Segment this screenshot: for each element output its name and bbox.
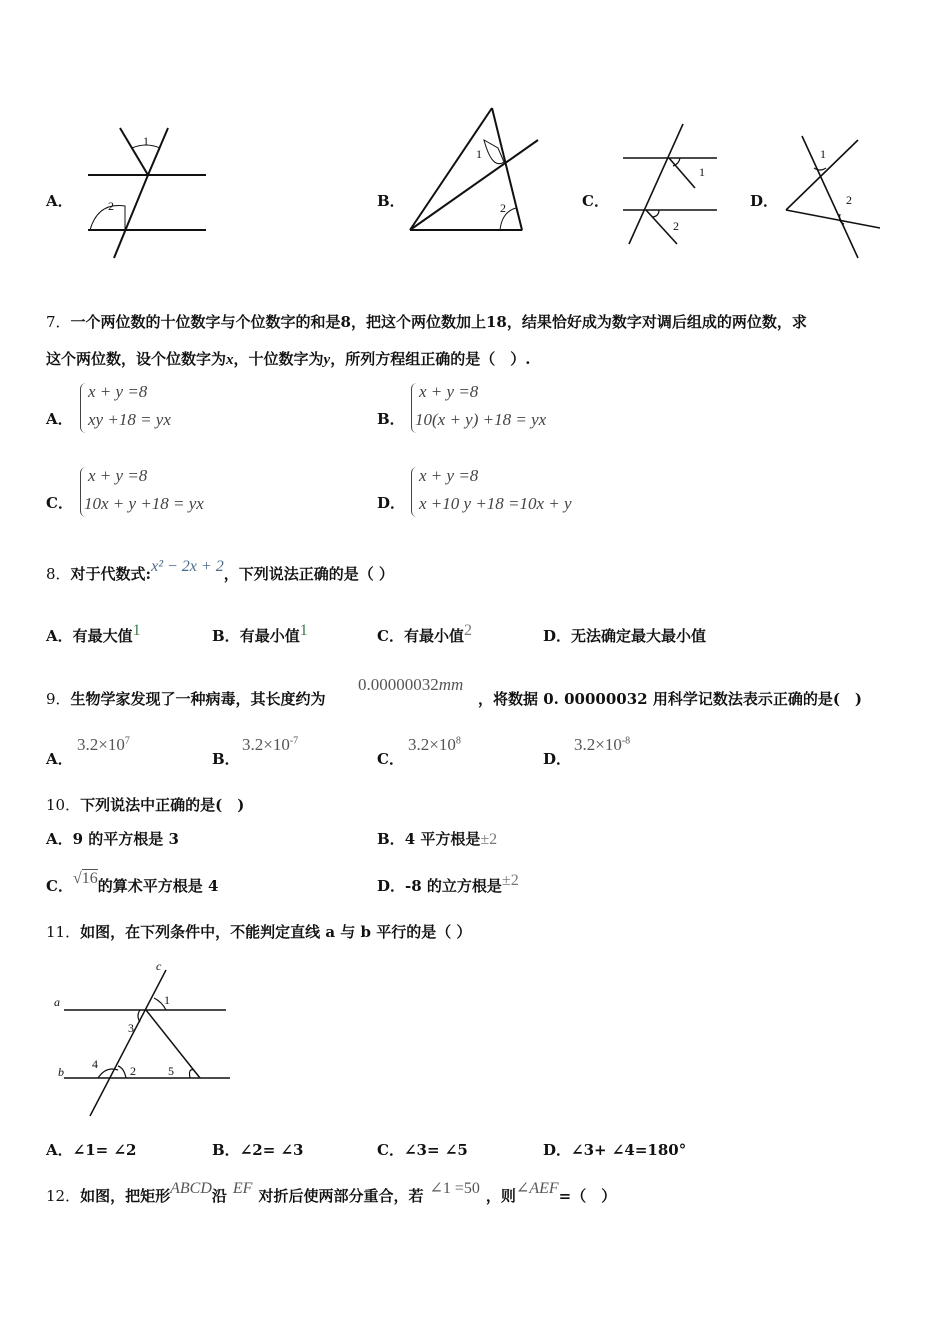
q8-number: 8． <box>46 565 71 583</box>
q11-label-a: a <box>54 995 60 1009</box>
q8-stem <box>46 558 394 584</box>
q9-text: 生物学家发现了一种病毒，其长度约为 <box>70 690 326 708</box>
q9-option-b-label[interactable]: B． <box>212 750 240 768</box>
q9-value: 0.00000032mm <box>358 675 464 694</box>
q9-number: 9． <box>46 690 71 708</box>
q11-text: 如图，在下列条件中，不能判定直线 a 与 b 平行的是（ ） <box>80 923 472 941</box>
q6-d-angle2-label: 2 <box>846 193 852 207</box>
q11-label-4: 4 <box>92 1057 98 1071</box>
q6-figure-c <box>615 118 725 248</box>
q7-c-eq1: x + y =8 <box>88 466 148 485</box>
q11-label-1: 1 <box>164 993 170 1007</box>
q6-option-b-label: B． <box>377 192 405 210</box>
q7-option-d-label[interactable]: D． <box>377 494 406 512</box>
q12-text5: =（ ） <box>558 1187 617 1205</box>
q7-d-brace <box>411 467 419 517</box>
q7-line2a: 这个两位数，设个位数字为 <box>46 350 227 368</box>
q9-option-c-value: $3.2\times 10^8$ <box>408 735 461 754</box>
q10-option-d[interactable]: D．-8 的立方根是±2 <box>377 872 519 895</box>
q7-option-b-label[interactable]: B． <box>377 410 405 428</box>
q9-option-d-value: $3.2\times 10^{-8}$ <box>574 735 631 754</box>
q9-text2: ，将数据 0. 00000032 用科学记数法表示正确的是( ) <box>478 690 863 708</box>
q8-option-c[interactable]: C．有最小值2 <box>377 622 472 645</box>
q11-figure <box>46 958 236 1123</box>
q10-option-b[interactable]: B．4 平方根是±2 <box>377 830 498 848</box>
q11-option-a[interactable]: A．∠1= ∠2 <box>46 1141 137 1159</box>
q9-option-b-value: $3.2\times 10^{-7}$ <box>242 735 299 754</box>
q6-figure-b <box>400 100 545 240</box>
q7-option-a-label[interactable]: A． <box>46 410 73 428</box>
q7-c-eq2: 10x + y +18 = yx <box>84 494 204 513</box>
q9-option-a-label[interactable]: A． <box>46 750 73 768</box>
q9-option-d-label[interactable]: D． <box>543 750 572 768</box>
q12-ask: ∠AEF <box>515 1180 559 1197</box>
q12-text1: 如图，把矩形 <box>80 1187 171 1205</box>
q11-option-b[interactable]: B．∠2= ∠3 <box>212 1141 304 1159</box>
q7-line1-text: 一个两位数的十位数字与个位数字的和是8，把这个两位数加上18，结果恰好成为数字对调后组成的两位数，求 <box>70 313 807 331</box>
q7-number: 7． <box>46 313 71 331</box>
q12-condition: ∠1 =50 <box>429 1180 480 1197</box>
q12-stem <box>46 1180 617 1206</box>
q6-c-angle1-label: 1 <box>699 165 705 179</box>
q11-number: 11． <box>46 923 81 941</box>
q11-label-c: c <box>156 959 162 973</box>
q11-label-5: 5 <box>168 1064 174 1078</box>
q9-option-a-value: $3.2\times 10^7$ <box>77 735 130 754</box>
q12-rect: ABCD <box>170 1180 212 1197</box>
q10-option-c[interactable]: C．√16的算术平方根是 4 <box>46 870 219 895</box>
q11-label-2: 2 <box>130 1064 136 1078</box>
q7-a-eq1: x + y =8 <box>88 382 148 401</box>
q8-option-b[interactable]: B．有最小值1 <box>212 622 308 645</box>
q6-c-angle2-label: 2 <box>673 219 679 233</box>
q12-text2: 沿 <box>211 1187 227 1205</box>
q8-option-d[interactable]: D．无法确定最大最小值 <box>543 627 707 645</box>
q9-stem <box>46 688 326 709</box>
q7-line2b: ，十位数字为 <box>233 350 324 368</box>
q7-var-y: y <box>323 352 331 368</box>
q6-d-angle1-label: 1 <box>820 147 826 161</box>
q10-option-a[interactable]: A．9 的平方根是 3 <box>46 830 179 848</box>
q10-number: 10． <box>46 796 81 814</box>
q6-figure-d <box>780 130 885 260</box>
q6-b-angle2-label: 2 <box>500 201 506 215</box>
q12-number: 12． <box>46 1187 81 1205</box>
q6-option-d-label: D． <box>750 192 779 210</box>
q10-text: 下列说法中正确的是( ) <box>80 796 245 814</box>
q7-line2c: ，所列方程组正确的是（ ）. <box>330 350 531 368</box>
q6-b-angle1-label: 1 <box>476 147 482 161</box>
q8-expression: x² − 2x + 2 <box>151 558 224 575</box>
q6-option-c-label: C． <box>582 192 609 210</box>
q12-text3: 对折后使两部分重合，若 <box>258 1187 424 1205</box>
q11-option-d[interactable]: D．∠3+ ∠4=180° <box>543 1141 687 1159</box>
q7-var-x: x <box>226 352 234 368</box>
q7-a-brace <box>80 383 88 433</box>
q11-stem <box>46 921 471 942</box>
q6-option-a-label: A． <box>46 192 73 210</box>
q7-option-c-label[interactable]: C． <box>46 494 73 512</box>
q8-option-a[interactable]: A．有最大值1 <box>46 622 141 645</box>
q6-a-angle2-label: 2 <box>108 199 114 213</box>
q7-a-eq2: xy +18 = yx <box>88 410 171 429</box>
q11-label-3: 3 <box>128 1021 134 1035</box>
q9-option-c-label[interactable]: C． <box>377 750 404 768</box>
q8-text2: ，下列说法正确的是（ ） <box>223 565 394 583</box>
q12-text4: ，则 <box>485 1187 516 1205</box>
q8-text: 对于代数式: <box>70 565 152 583</box>
q7-stem-line1 <box>46 311 807 332</box>
q6-a-angle1-label: 1 <box>143 134 149 148</box>
q7-d-eq1: x + y =8 <box>419 466 479 485</box>
q7-b-eq1: x + y =8 <box>419 382 479 401</box>
q11-option-c[interactable]: C．∠3= ∠5 <box>377 1141 468 1159</box>
q10-stem <box>46 794 244 815</box>
q7-b-eq2: 10(x + y) +18 = yx <box>415 410 547 429</box>
q12-fold: EF <box>232 1180 253 1197</box>
q7-stem-line2 <box>46 348 530 369</box>
q7-d-eq2: x +10 y +18 =10x + y <box>419 494 572 513</box>
q6-figure-a <box>80 120 220 265</box>
q11-label-b: b <box>58 1065 64 1079</box>
